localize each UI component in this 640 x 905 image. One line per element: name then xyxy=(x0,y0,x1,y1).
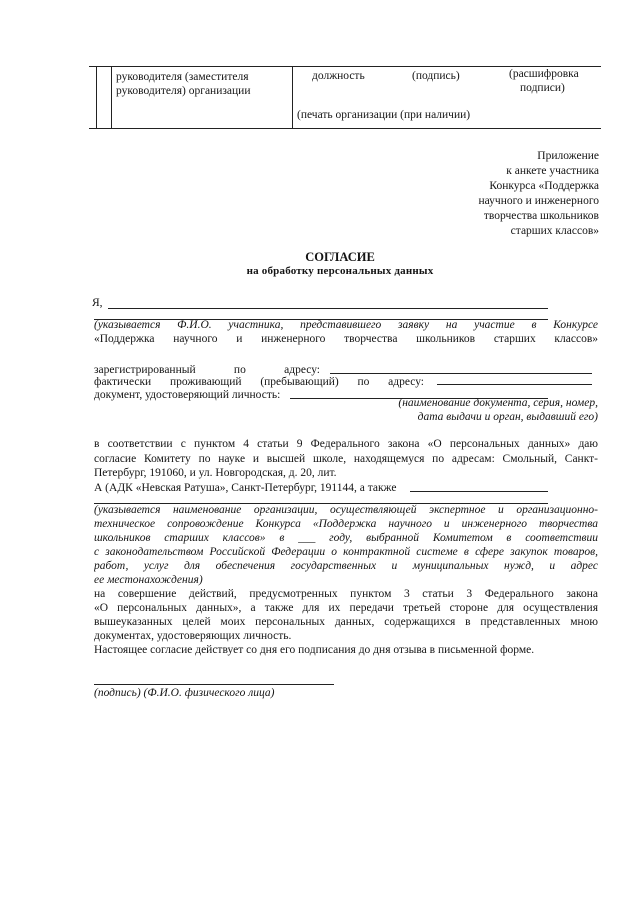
org-hint: (указывается наименование организации, осуществляющей экспертное и организационно- xyxy=(94,504,598,516)
fio-hint-1: (указывается Ф.И.О. участника, представившего заявку на участие в Конкурсе xyxy=(94,319,598,331)
doc-hint-2: дата выдачи и орган, выдавший его) xyxy=(417,411,598,423)
p2-line: «О персональных данных», а также для их передачи третьей стороне для осуществления xyxy=(94,602,598,614)
table-signature: (подпись) xyxy=(412,70,460,82)
p1-line: в соответствии с пунктом 4 статьи 9 Федерального закона «О персональных данных» даю xyxy=(94,438,598,450)
appendix-line: к анкете участника xyxy=(506,165,599,177)
org-hint: ее местонахождения) xyxy=(94,574,203,586)
org-hint: работ, услуг для обеспечения государственных и муниципальных нужд, и адрес xyxy=(94,560,598,572)
table-stamp: (печать организации (при наличии) xyxy=(297,109,471,121)
table-position: должность xyxy=(312,70,365,82)
page-title: СОГЛАСИЕ xyxy=(305,250,375,264)
p1-line: А (АДК «Невская Ратуша», Санкт-Петербург, 191144, а также xyxy=(94,482,397,494)
actual-field[interactable] xyxy=(437,384,592,385)
registered-label: зарегистрированный по адресу: xyxy=(94,364,320,376)
signature-field[interactable] xyxy=(94,684,334,685)
table-decoding-1: (расшифровка xyxy=(509,68,579,80)
fio-field[interactable] xyxy=(108,308,548,309)
doc-hint-1: (наименование документа, серия, номер, xyxy=(398,397,598,409)
org-hint: техническое сопровождение Конкурса «Поддержка научного и инженерного творчества xyxy=(94,518,598,530)
appendix-line: творчества школьников xyxy=(483,210,599,222)
table-decoding-2: подписи) xyxy=(520,82,565,94)
fio-hint-2: «Поддержка научного и инженерного творчества школьников старших классов» xyxy=(94,333,598,345)
validity-line: Настоящее согласие действует со дня его подписания до дня отзыва в письменной форме. xyxy=(94,644,535,656)
document-label: документ, удостоверяющий личность: xyxy=(94,389,281,401)
appendix-line: старших классов» xyxy=(510,225,599,237)
p2-line: на совершение действий, предусмотренных пунктом 3 статьи 3 Федерального закона xyxy=(94,588,598,600)
org-hint: школьников старших классов» в ___ году, выбранной Комитетом в соответствии xyxy=(94,532,598,544)
page-subtitle: на обработку персональных данных xyxy=(246,265,434,277)
table-col-head: руководителя (заместителя руководителя) организации xyxy=(116,71,251,97)
actual-label: фактически проживающий (пребывающий) по адресу: xyxy=(94,376,424,388)
appendix-line: Конкурса «Поддержка xyxy=(489,180,599,192)
signature-hint: (подпись) (Ф.И.О. физического лица) xyxy=(94,687,275,699)
p2-line: вышеуказанных целей моих персональных данных, содержащихся в представленных мною xyxy=(94,616,598,628)
org-field[interactable] xyxy=(410,491,548,492)
appendix-block xyxy=(479,149,600,239)
appendix-line: научного и инженерного xyxy=(478,195,599,207)
p1-line: согласие Комитету по науке и высшей школе, находящемуся по адресам: Смольный, Санкт- xyxy=(94,453,598,465)
p2-line: документах, удостоверяющих личность. xyxy=(94,630,292,642)
p1-line: Петербург, 191060, и ул. Новгородская, д. 20, лит. xyxy=(94,467,337,479)
org-hint: с законодательством Российской Федерации о контрактной системе в сфере закупок товаров, xyxy=(94,546,598,558)
registered-field[interactable] xyxy=(330,373,592,374)
i-label: Я, xyxy=(92,297,103,309)
appendix-line: Приложение xyxy=(537,150,599,162)
